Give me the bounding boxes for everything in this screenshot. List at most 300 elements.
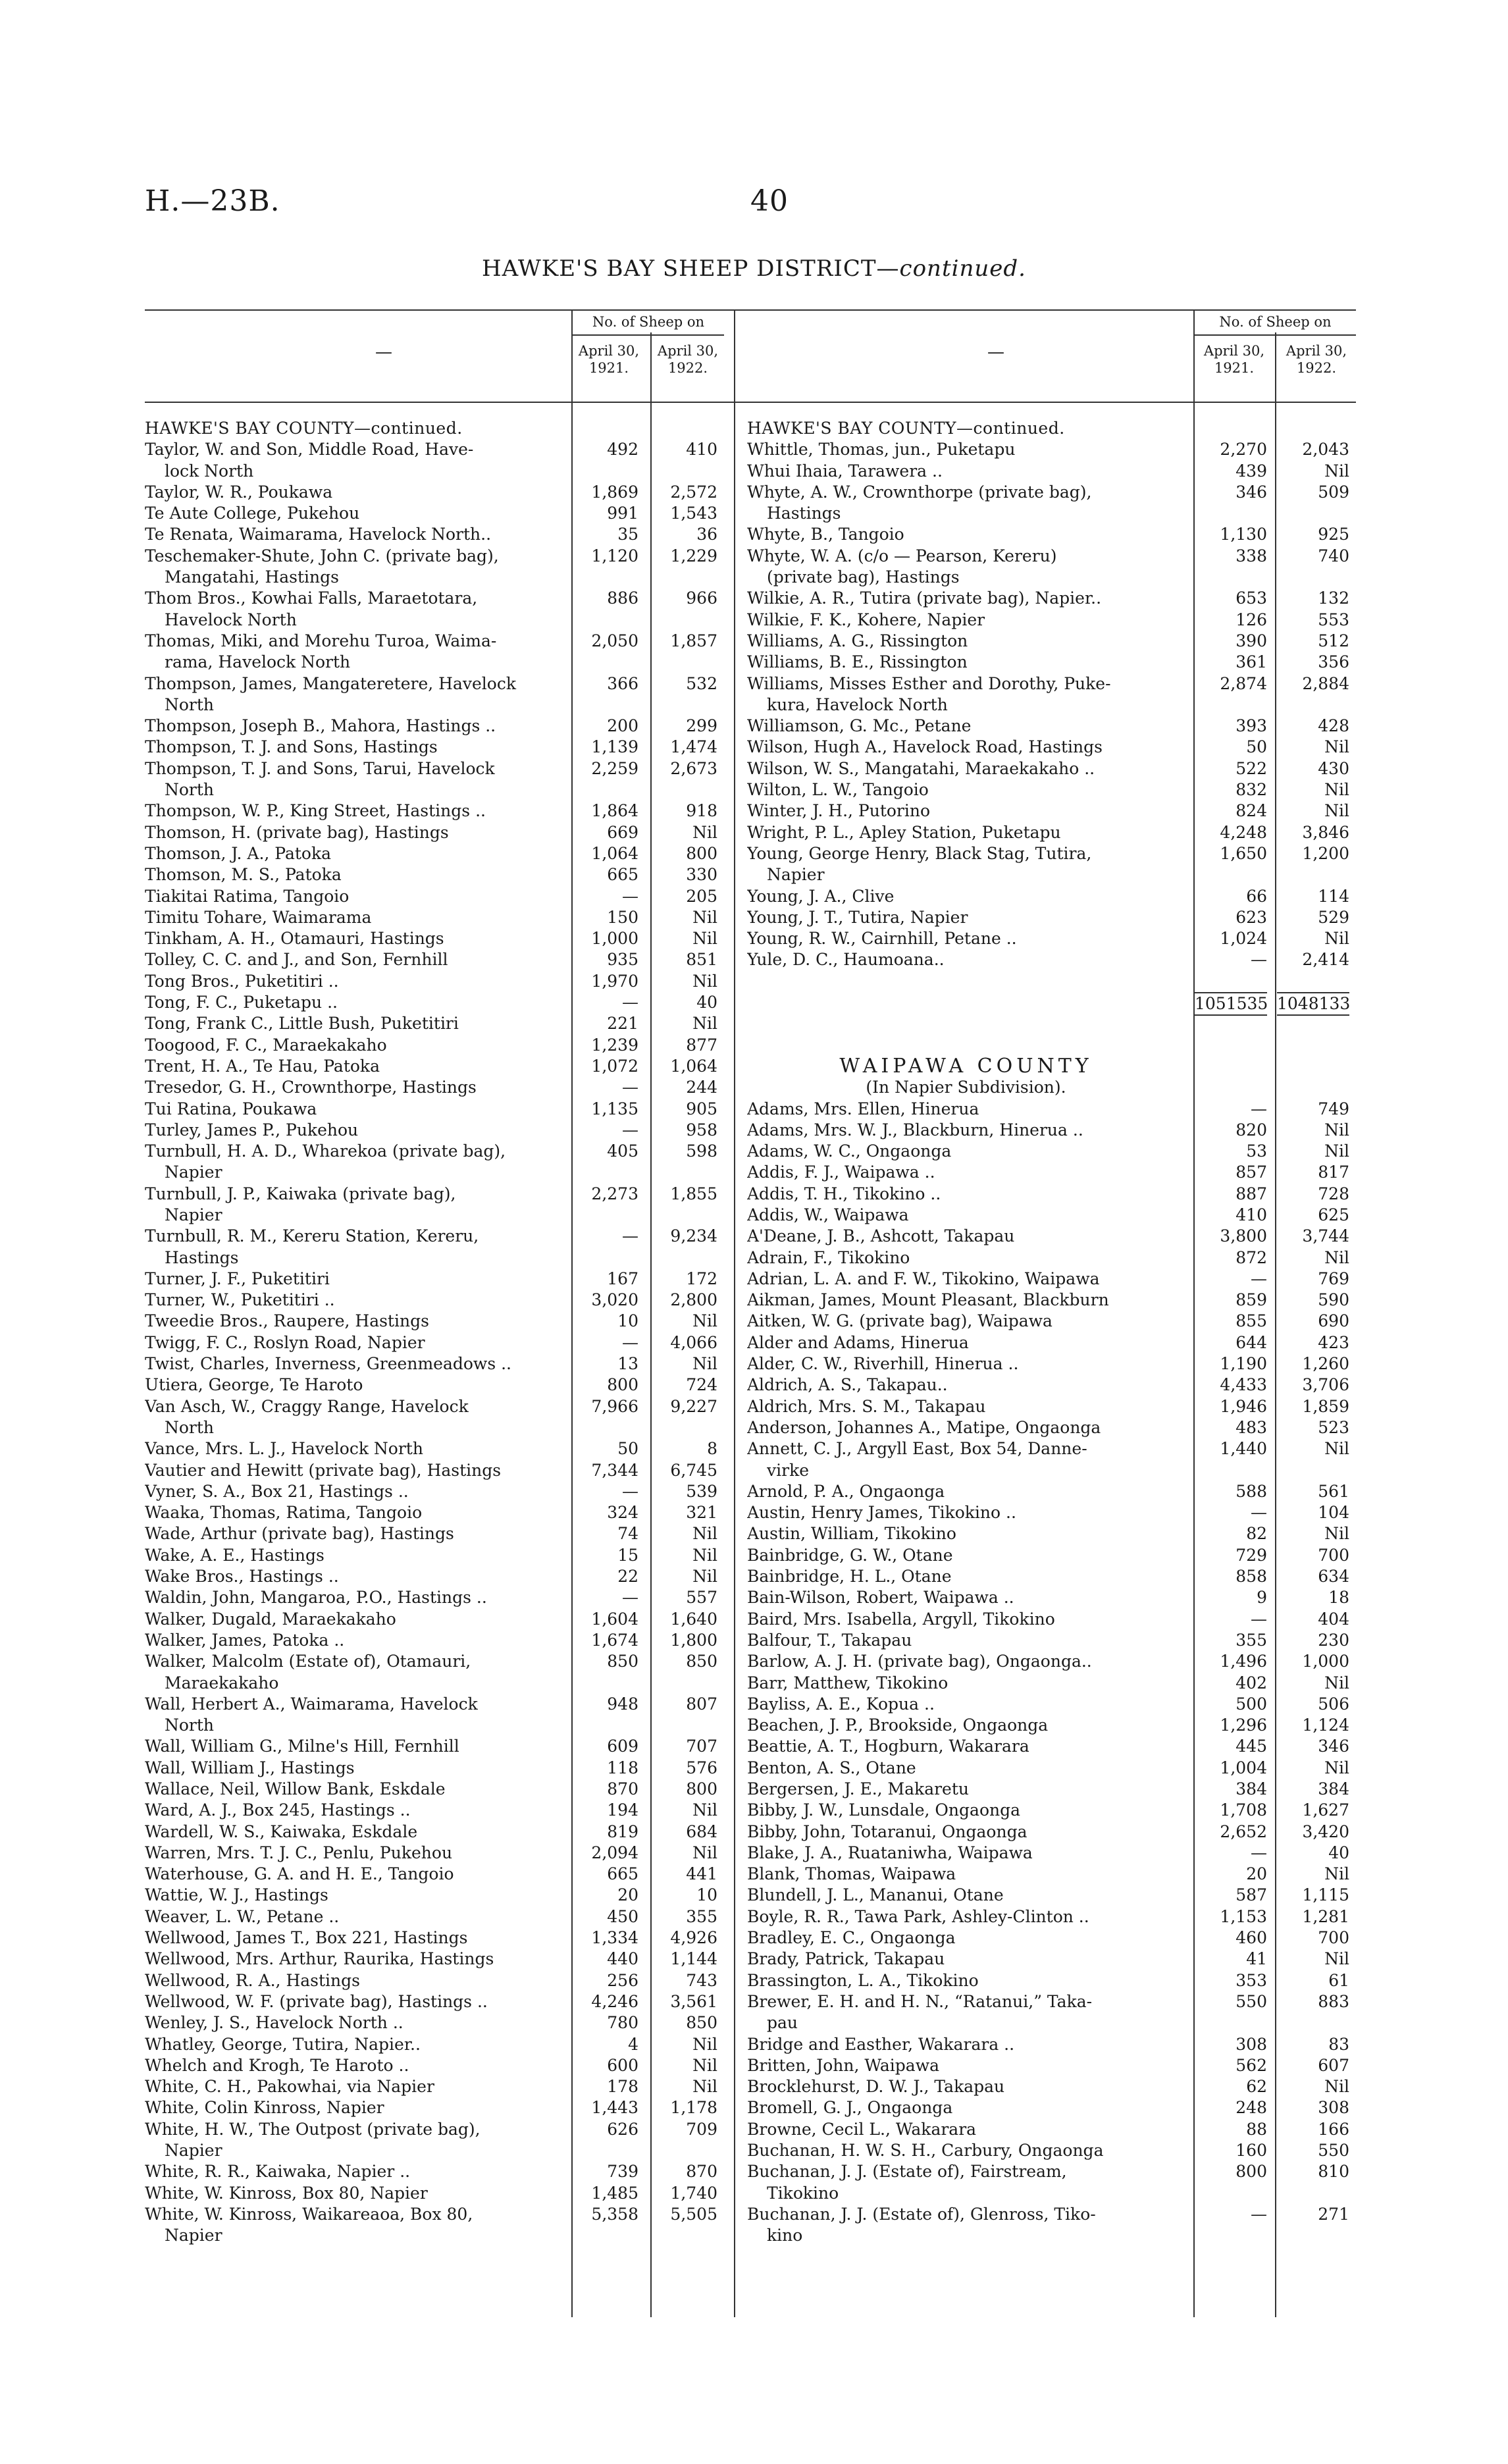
owner-name: Thompson, Joseph B., Mahora, Hastings ..	[145, 716, 496, 736]
sheep-count-1922: 230	[1318, 1630, 1349, 1650]
sheep-count-1921: 20	[617, 1885, 638, 1905]
owner-name-continuation: kino	[767, 2226, 803, 2245]
owner-name: Annett, C. J., Argyll East, Box 54, Danne-	[747, 1439, 1087, 1459]
owner-name: Beachen, J. P., Brookside, Ongaonga	[747, 1716, 1049, 1735]
owner-name: Aitken, W. G. (private bag), Waipawa	[747, 1311, 1053, 1331]
owner-name-continuation: rama, Havelock North	[165, 652, 351, 672]
sheep-count-1922: 740	[1318, 546, 1349, 565]
table-row	[747, 1523, 1356, 1544]
sheep-count-1921: 66	[1246, 886, 1267, 906]
sheep-count-1921: 1,072	[591, 1056, 638, 1076]
sheep-count-1921: 2,273	[591, 1184, 638, 1203]
sheep-count-1922: 410	[686, 440, 717, 459]
owner-name: Taylor, W. and Son, Middle Road, Have-	[145, 440, 474, 459]
sheep-count-1921: 308	[1235, 2034, 1267, 2054]
sheep-count-1921: —	[622, 1588, 638, 1608]
sheep-count-1922: Nil	[692, 2055, 717, 2075]
sheep-count-1921: 9	[1257, 1588, 1267, 1608]
owner-name: Aldrich, Mrs. S. M., Takapau	[747, 1396, 986, 1416]
sheep-count-1921: 1,064	[591, 843, 638, 863]
sheep-count-1921: 53	[1246, 1141, 1267, 1161]
table-row	[145, 1205, 724, 1226]
sheep-count-1922: 1048133	[1277, 992, 1349, 1016]
owner-name: Wellwood, James T., Box 221, Hastings	[145, 1928, 468, 1948]
owner-name: A'Deane, J. B., Ashcott, Takapau	[747, 1226, 1015, 1246]
sheep-count-1922: Nil	[1324, 1439, 1349, 1459]
owner-name: Britten, John, Waipawa	[747, 2055, 940, 2075]
owner-name-continuation: Napier	[767, 865, 825, 885]
owner-name: Adrian, L. A. and F. W., Tikokino, Waipawa	[747, 1269, 1100, 1288]
owner-name-continuation: North	[165, 1716, 215, 1735]
owner-name: Vyner, S. A., Box 21, Hastings ..	[145, 1481, 409, 1501]
sheep-count-1922: 356	[1318, 652, 1349, 672]
sheep-count-1922: Nil	[1324, 1141, 1349, 1161]
sheep-count-1921: 405	[607, 1141, 638, 1161]
sheep-count-1921: 338	[1235, 546, 1267, 565]
owner-name: Young, George Henry, Black Stag, Tutira,	[747, 843, 1092, 863]
sheep-count-1921: 991	[607, 504, 638, 523]
sheep-count-1921: 353	[1235, 1970, 1267, 1990]
table-row	[145, 1290, 724, 1311]
sheep-count-1921: 194	[607, 1800, 638, 1820]
sheep-count-1922: Nil	[692, 1545, 717, 1565]
sheep-count-1921: 346	[1235, 482, 1267, 502]
sheep-count-1922: 807	[686, 1694, 717, 1714]
sheep-count-1921: 41	[1246, 1949, 1267, 1969]
sheep-count-1922: 576	[686, 1758, 717, 1777]
table-row	[747, 1417, 1356, 1438]
sheep-count-1922: 728	[1318, 1184, 1349, 1203]
sheep-count-1922: 1,740	[670, 2183, 717, 2203]
sheep-count-1921: 3,800	[1220, 1226, 1267, 1246]
sheep-count-1922: 271	[1318, 2204, 1349, 2224]
table-row	[747, 779, 1356, 800]
sheep-count-1921: 887	[1235, 1184, 1267, 1203]
table-row	[145, 1587, 724, 1608]
sheep-count-1921: 7,344	[591, 1460, 638, 1480]
owner-name: Wall, William J., Hastings	[145, 1758, 355, 1777]
sheep-count-1922: 2,572	[670, 482, 717, 502]
sheep-count-1921: 324	[607, 1503, 638, 1523]
section-heading	[145, 418, 724, 439]
table-row	[747, 1502, 1356, 1523]
table-row	[747, 2119, 1356, 2140]
subdivision-heading	[747, 1077, 1356, 1098]
sheep-count-1921: 1,190	[1220, 1354, 1267, 1374]
sheep-count-1921: 2,270	[1220, 440, 1267, 459]
sheep-count-1922: 8	[707, 1439, 717, 1459]
sheep-count-1922: Nil	[1324, 461, 1349, 481]
table-row	[747, 737, 1356, 758]
sheep-count-1921: 609	[607, 1737, 638, 1756]
sheep-count-1921: 384	[1235, 1779, 1267, 1798]
sheep-count-1922: 6,745	[670, 1460, 717, 1480]
table-row	[747, 1906, 1356, 1927]
left-header-group-rule	[573, 334, 724, 336]
table-row	[145, 461, 724, 482]
sheep-count-1921: 600	[607, 2055, 638, 2075]
sheep-count-1921: 10	[617, 1311, 638, 1331]
sheep-count-1921: 4,433	[1220, 1375, 1267, 1395]
sheep-count-1921: 5,358	[591, 2204, 638, 2224]
owner-name: Beattie, A. T., Hogburn, Wakarara	[747, 1737, 1029, 1756]
table-row	[747, 2076, 1356, 2097]
sheep-count-1921: 1,139	[591, 737, 638, 757]
sheep-count-1921: 22	[617, 1567, 638, 1586]
table-row	[145, 1566, 724, 1587]
table-row	[145, 1269, 724, 1290]
sheep-count-1921: 1,130	[1220, 525, 1267, 544]
sheep-count-1921: 20	[1246, 1864, 1267, 1884]
sheep-count-1922: Nil	[1324, 801, 1349, 821]
sheep-count-1921: 820	[1235, 1120, 1267, 1140]
table-row	[145, 2055, 724, 2076]
table-row	[145, 1141, 724, 1162]
sheep-count-1922: 506	[1318, 1694, 1349, 1714]
owner-name: Barlow, A. J. H. (private bag), Ongaonga..	[747, 1652, 1092, 1671]
owner-name: Tolley, C. C. and J., and Son, Fernhill	[145, 950, 448, 970]
table-row	[747, 1736, 1356, 1757]
table-row	[145, 1800, 724, 1821]
table-row	[747, 1247, 1356, 1269]
sheep-count-1922: 523	[1318, 1417, 1349, 1437]
owner-name: Boyle, R. R., Tawa Park, Ashley-Clinton ..	[747, 1906, 1089, 1926]
sheep-count-1921: 588	[1235, 1481, 1267, 1501]
table-row	[747, 1991, 1356, 2012]
sheep-count-1922: 1,115	[1302, 1885, 1349, 1905]
table-row	[747, 2034, 1356, 2055]
owner-name: White, W. Kinross, Waikareaoa, Box 80,	[145, 2204, 473, 2224]
sheep-count-1921: 562	[1235, 2055, 1267, 2075]
owner-name: Te Renata, Waimarama, Havelock North..	[145, 525, 492, 544]
sheep-count-1922: 1,064	[670, 1056, 717, 1076]
sheep-count-1922: 428	[1318, 716, 1349, 736]
sheep-count-1921: 1,239	[591, 1035, 638, 1055]
sheep-count-1922: 308	[1318, 2098, 1349, 2118]
table-row	[145, 1396, 724, 1417]
table-row	[747, 2012, 1356, 2033]
owner-name: Tong Bros., Puketitiri ..	[145, 971, 339, 991]
table-row	[145, 2225, 724, 2246]
table-row	[145, 2183, 724, 2204]
sheep-count-1921: 1,674	[591, 1630, 638, 1650]
section-heading-text: HAWKE'S BAY COUNTY—continued.	[747, 419, 1065, 438]
table-row	[145, 2140, 724, 2161]
table-row	[145, 631, 724, 652]
table-row	[747, 1311, 1356, 1332]
table-row	[747, 1545, 1356, 1566]
sheep-count-1921: 82	[1246, 1524, 1267, 1544]
sheep-count-1922: 850	[686, 2013, 717, 2033]
owner-name: Walker, Malcolm (Estate of), Otamauri,	[145, 1652, 471, 1671]
table-row	[145, 1417, 724, 1438]
table-row	[145, 1630, 724, 1651]
table-row	[747, 2161, 1356, 2182]
owner-name: Vance, Mrs. L. J., Havelock North	[145, 1439, 423, 1459]
sheep-count-1922: Nil	[692, 1524, 717, 1544]
table-row	[145, 1077, 724, 1098]
sheep-count-1921: 88	[1246, 2119, 1267, 2139]
sheep-count-1921: 221	[607, 1014, 638, 1034]
table-row	[145, 822, 724, 843]
table-row	[145, 1226, 724, 1247]
sheep-count-1922: 2,673	[670, 758, 717, 778]
sheep-count-1922: 40	[696, 993, 717, 1012]
table-row	[747, 2055, 1356, 2076]
owner-name: Whui Ihaia, Tarawera ..	[747, 461, 943, 481]
table-row	[145, 1927, 724, 1949]
owner-name: Tresedor, G. H., Crownthorpe, Hastings	[145, 1078, 477, 1097]
sheep-count-1922: Nil	[692, 907, 717, 927]
right-header-col2: April 30, 1922.	[1286, 343, 1347, 376]
sheep-count-1921: 739	[607, 2162, 638, 2182]
sheep-count-1921: 1,024	[1220, 929, 1267, 949]
sheep-count-1921: 665	[607, 865, 638, 885]
sheep-count-1922: 5,505	[670, 2204, 717, 2224]
table-row	[747, 1673, 1356, 1694]
table-row	[747, 2204, 1356, 2225]
page-title	[0, 255, 1508, 282]
owner-name: Warren, Mrs. T. J. C., Penlu, Pukehou	[145, 1843, 453, 1862]
owner-name: Waaka, Thomas, Ratima, Tangoio	[145, 1503, 423, 1523]
table-row	[145, 843, 724, 864]
table-row	[747, 1779, 1356, 1800]
table-row	[145, 524, 724, 545]
table-row	[145, 1502, 724, 1523]
owner-name: Tui Ratina, Poukawa	[145, 1099, 317, 1118]
sheep-count-1921: 858	[1235, 1567, 1267, 1586]
owner-name: Twist, Charles, Inverness, Greenmeadows ..	[145, 1354, 511, 1374]
right-header-col1: April 30, 1921.	[1203, 343, 1265, 376]
sheep-count-1922: Nil	[692, 2034, 717, 2054]
sheep-count-1921: 1,334	[591, 1928, 638, 1948]
table-row	[747, 1332, 1356, 1353]
table-row	[145, 1545, 724, 1566]
table-row	[747, 1396, 1356, 1417]
sheep-count-1922: 423	[1318, 1332, 1349, 1352]
owner-name: Wade, Arthur (private bag), Hastings	[145, 1524, 454, 1544]
table-row	[145, 2034, 724, 2055]
table-row	[747, 588, 1356, 609]
sheep-count-1922: Nil	[1324, 1524, 1349, 1544]
sheep-count-1922: 590	[1318, 1290, 1349, 1310]
owner-name-continuation: Hastings	[767, 504, 841, 523]
sheep-count-1921: 1,485	[591, 2183, 638, 2203]
owner-name: Toogood, F. C., Maraekakaho	[145, 1035, 387, 1055]
sheep-count-1922: 10	[696, 1885, 717, 1905]
sheep-count-1922: 561	[1318, 1481, 1349, 1501]
sheep-count-1922: 749	[1318, 1099, 1349, 1118]
sheep-count-1922: 114	[1318, 886, 1349, 906]
sheep-count-1922: Nil	[692, 1567, 717, 1586]
owner-name-continuation: virke	[767, 1460, 810, 1480]
sheep-count-1921: 644	[1235, 1332, 1267, 1352]
sheep-count-1921: 4,246	[591, 1991, 638, 2011]
sheep-count-1921: 850	[607, 1652, 638, 1671]
table-row	[145, 1481, 724, 1502]
owner-name: Wake Bros., Hastings ..	[145, 1567, 339, 1586]
page-title-main: HAWKE'S BAY SHEEP DISTRICT—	[482, 255, 900, 282]
owner-name: Bergersen, J. E., Makaretu	[747, 1779, 969, 1798]
total-row	[747, 992, 1356, 1013]
sheep-count-1921: 50	[617, 1439, 638, 1459]
table-row	[747, 1269, 1356, 1290]
owner-name-continuation: lock North	[165, 461, 254, 481]
table-row	[747, 1290, 1356, 1311]
owner-name-continuation: Hastings	[165, 1247, 239, 1267]
sheep-count-1922: 40	[1328, 1843, 1349, 1862]
owner-name: Buchanan, H. W. S. H., Carbury, Ongaonga	[747, 2141, 1104, 2161]
table-row	[747, 524, 1356, 545]
owner-name: Bain-Wilson, Robert, Waipawa ..	[747, 1588, 1014, 1608]
sheep-count-1922: 172	[686, 1269, 717, 1288]
owner-name: Blundell, J. L., Mananui, Otane	[747, 1885, 1004, 1905]
sheep-count-1921: 366	[607, 673, 638, 693]
sheep-count-1921: 3,020	[591, 1290, 638, 1310]
owner-name: Williamson, G. Mc., Petane	[747, 716, 972, 736]
owner-name: Young, J. T., Tutira, Napier	[747, 907, 968, 927]
sheep-count-1921: 824	[1235, 801, 1267, 821]
owner-name: Walker, Dugald, Maraekakaho	[145, 1609, 396, 1629]
sheep-count-1921: 855	[1235, 1311, 1267, 1331]
sheep-count-1921: —	[622, 993, 638, 1012]
owner-name: White, W. Kinross, Box 80, Napier	[145, 2183, 428, 2203]
owner-name: Young, J. A., Clive	[747, 886, 895, 906]
table-row	[747, 1609, 1356, 1630]
table-row	[145, 737, 724, 758]
owner-name: White, Colin Kinross, Napier	[145, 2098, 384, 2118]
owner-name: Utiera, George, Te Haroto	[145, 1375, 363, 1395]
owner-name: Wilkie, A. R., Tutira (private bag), Napier..	[747, 589, 1102, 608]
owner-name: Bibby, J. W., Lunsdale, Ongaonga	[747, 1800, 1021, 1820]
left-header-group: No. of Sheep on	[592, 314, 705, 330]
right-column	[747, 418, 1356, 2247]
table-row	[145, 1609, 724, 1630]
sheep-count-1922: 709	[686, 2119, 717, 2139]
sheep-count-1922: 3,744	[1302, 1226, 1349, 1246]
sheep-count-1922: Nil	[1324, 2077, 1349, 2097]
sheep-count-1922: Nil	[1324, 929, 1349, 949]
owner-name: Young, R. W., Cairnhill, Petane ..	[747, 929, 1017, 949]
sheep-count-1921: 355	[1235, 1630, 1267, 1650]
table-row	[747, 610, 1356, 631]
table-row	[145, 1120, 724, 1141]
sheep-count-1922: 2,043	[1302, 440, 1349, 459]
sheep-count-1922: 532	[686, 673, 717, 693]
table-row	[145, 886, 724, 907]
table-row	[145, 503, 724, 524]
sheep-count-1921: 2,874	[1220, 673, 1267, 693]
subdivision-heading-text: (In Napier Subdivision).	[866, 1078, 1066, 1097]
table-row	[145, 864, 724, 885]
page-number: 40	[750, 184, 789, 218]
table-row	[145, 546, 724, 567]
table-row	[747, 758, 1356, 779]
sheep-count-1921: 7,966	[591, 1396, 638, 1416]
sheep-count-1921: 522	[1235, 758, 1267, 778]
table-row	[747, 1566, 1356, 1587]
owner-name: Tong, Frank C., Little Bush, Puketitiri	[145, 1014, 459, 1034]
table-row	[145, 1991, 724, 2012]
table-row	[145, 1460, 724, 1481]
sheep-count-1922: 166	[1318, 2119, 1349, 2139]
sheep-count-1921: 167	[607, 1269, 638, 1288]
owner-name: Thompson, James, Mangateretere, Havelock	[145, 673, 516, 693]
owner-name: Thom Bros., Kowhai Falls, Maraetotara,	[145, 589, 478, 608]
owner-name: Yule, D. C., Haumoana..	[747, 950, 945, 970]
table-row	[747, 1205, 1356, 1226]
owner-name: Thompson, T. J. and Sons, Hastings	[145, 737, 438, 757]
sheep-count-1922: 2,800	[670, 1290, 717, 1310]
table-row	[145, 758, 724, 779]
sheep-count-1922: 1,200	[1302, 843, 1349, 863]
sheep-count-1921: —	[622, 1226, 638, 1246]
sheep-count-1922: 1,124	[1302, 1716, 1349, 1735]
sheep-count-1921: 178	[607, 2077, 638, 2097]
owner-name: Whittle, Thomas, jun., Puketapu	[747, 440, 1016, 459]
sheep-count-1922: Nil	[692, 2077, 717, 2097]
sheep-count-1922: 1,178	[670, 2098, 717, 2118]
table-row	[747, 1864, 1356, 1885]
table-row	[145, 1651, 724, 1672]
owner-name-continuation: Havelock North	[165, 610, 297, 629]
owner-name: Thomson, M. S., Patoka	[145, 865, 342, 885]
owner-name: Thomson, H. (private bag), Hastings	[145, 822, 449, 842]
center-divider-rule	[734, 309, 735, 2317]
sheep-count-1922: 104	[1318, 1503, 1349, 1523]
table-row	[747, 949, 1356, 970]
sheep-count-1922: 2,414	[1302, 950, 1349, 970]
table-row	[145, 2161, 724, 2182]
sheep-count-1922: 9,227	[670, 1396, 717, 1416]
sheep-count-1921: 626	[607, 2119, 638, 2139]
table-row	[145, 779, 724, 800]
owner-name: Bainbridge, G. W., Otane	[747, 1545, 953, 1565]
sheep-count-1921: 1,946	[1220, 1396, 1267, 1416]
owner-name: Aldrich, A. S., Takapau..	[747, 1375, 948, 1395]
table-row	[145, 588, 724, 609]
owner-name-continuation: North	[165, 780, 215, 800]
sheep-count-1922: 1,855	[670, 1184, 717, 1203]
sheep-count-1921: 200	[607, 716, 638, 736]
owner-name: Whyte, W. A. (c/o — Pearson, Kereru)	[747, 546, 1057, 565]
owner-name: Baird, Mrs. Isabella, Argyll, Tikokino	[747, 1609, 1055, 1629]
owner-name: Bridge and Easther, Wakarara ..	[747, 2034, 1015, 2054]
sheep-count-1921: 483	[1235, 1417, 1267, 1437]
table-row	[145, 928, 724, 949]
table-row	[145, 1843, 724, 1864]
owner-name: Tinkham, A. H., Otamauri, Hastings	[145, 929, 444, 949]
table-row	[145, 1523, 724, 1544]
owner-name: Wright, P. L., Apley Station, Puketapu	[747, 822, 1061, 842]
table-row	[747, 1927, 1356, 1949]
table-row	[747, 1099, 1356, 1120]
sheep-count-1921: 800	[607, 1375, 638, 1395]
sheep-count-1922: 4,066	[670, 1332, 717, 1352]
table-row	[145, 1162, 724, 1183]
sheep-count-1921: —	[1251, 2204, 1267, 2224]
owner-name: Walker, James, Patoka ..	[145, 1630, 345, 1650]
table-row	[747, 800, 1356, 822]
owner-name: Bayliss, A. E., Kopua ..	[747, 1694, 935, 1714]
sheep-count-1921: 4,248	[1220, 822, 1267, 842]
sheep-count-1922: 607	[1318, 2055, 1349, 2075]
sheep-count-1921: 2,094	[591, 1843, 638, 1862]
sheep-count-1922: 330	[686, 865, 717, 885]
sheep-count-1922: 36	[696, 525, 717, 544]
page-header-code: H.—23B.	[145, 184, 280, 218]
sheep-count-1921: 390	[1235, 631, 1267, 650]
